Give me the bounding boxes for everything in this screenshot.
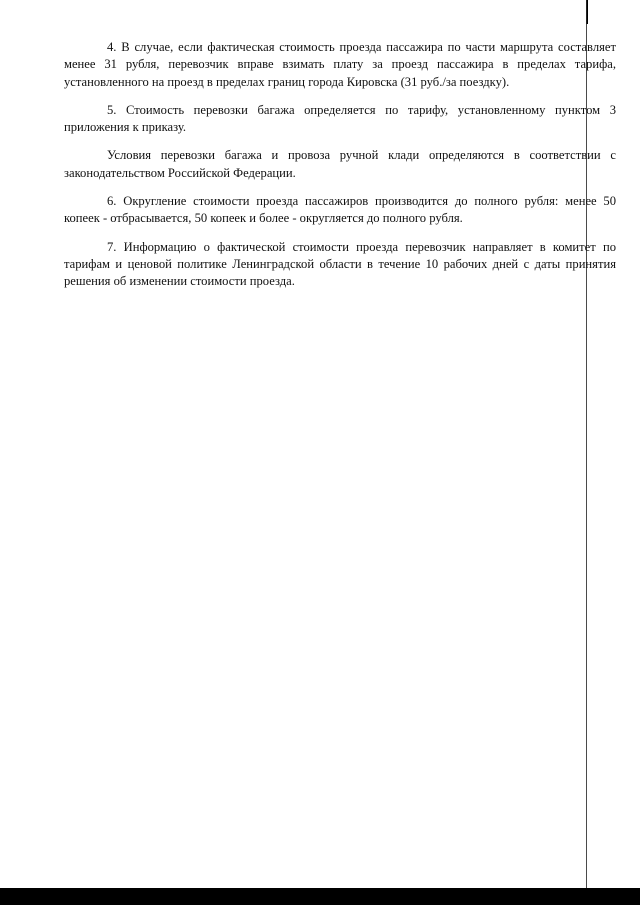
paragraph-4: 4. В случае, если фактическая стоимость проезда пассажира по части маршрута составляет менее 31 рубля, перевозчик вправе взимать плату за проезд пассажира в пределах тарифа, установленного на проезд в пределах границ города Кировска (31 руб./за поездку).: [64, 40, 616, 89]
paragraph-5: 5. Стоимость перевозки багажа определяется по тарифу, установленному пунктом 3 приложения к приказу.: [64, 102, 616, 135]
document-body: [64, 39, 616, 302]
paragraph-6: 6. Округление стоимости проезда пассажиров производится до полного рубля: менее 50 копеек - отбрасывается, 50 копеек и более - округляется до полного рубля.: [64, 194, 616, 226]
scan-bottom-border: [0, 888, 640, 905]
paragraph-7: 7. Информацию о фактической стоимости проезда перевозчик направляет в комитет по тарифам и ценовой политике Ленинградской области в течение 10 рабочих дней с даты принятия решения об изменении стоимости проезда.: [64, 239, 616, 289]
paragraph-5-conditions: Условия перевозки багажа и провоза ручной клади определяются в соответствии с законодательством Российской Федерации.: [64, 148, 616, 180]
